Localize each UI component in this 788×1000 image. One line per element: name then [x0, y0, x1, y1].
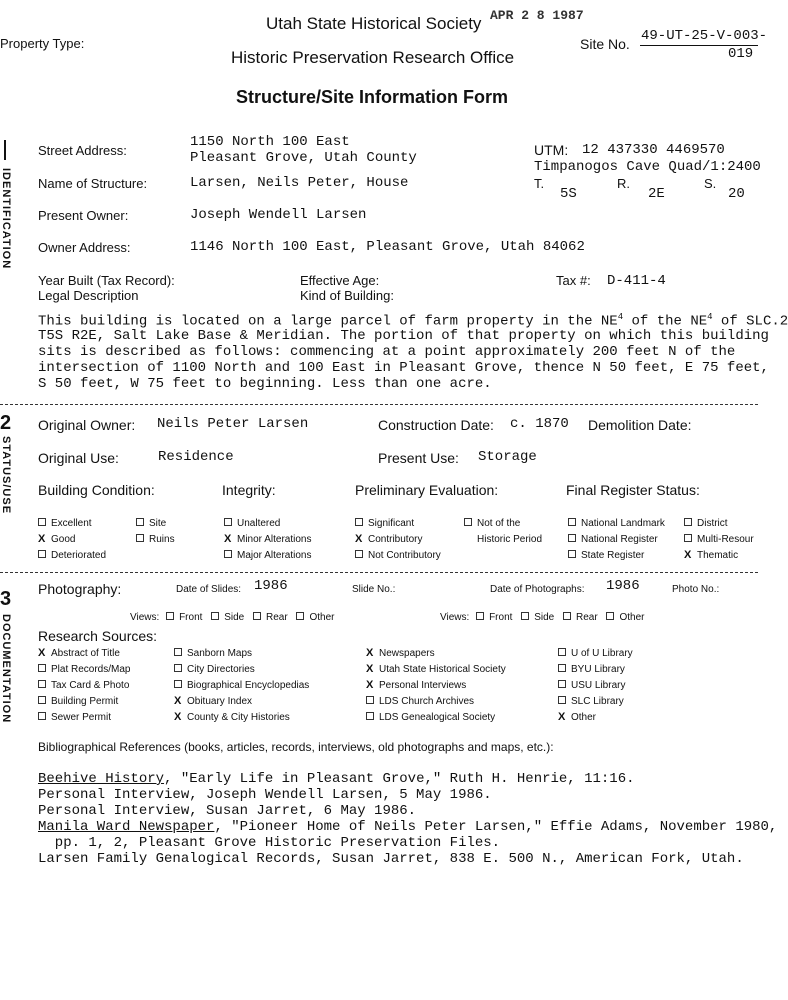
- final-national-register[interactable]: National Register: [568, 534, 658, 545]
- integrity-unaltered[interactable]: Unaltered: [224, 518, 280, 529]
- checkbox-icon: [355, 518, 363, 526]
- research-sources-label: Research Sources:: [38, 628, 158, 644]
- original-owner-label: Original Owner:: [38, 417, 136, 433]
- received-stamp: APR 2 8 1987: [490, 8, 584, 23]
- checkbox-icon[interactable]: [476, 612, 484, 620]
- source-personal-interviews[interactable]: X Personal Interviews: [366, 679, 467, 691]
- integrity-minor[interactable]: X Minor Alterations: [224, 533, 312, 545]
- site-no-suffix: 019: [728, 46, 754, 62]
- x-mark-icon: X: [684, 549, 692, 561]
- source-building-permit[interactable]: Building Permit: [38, 696, 118, 707]
- structure-name-label: Name of Structure:: [38, 176, 148, 191]
- checkbox-icon: [558, 664, 566, 672]
- checkbox-icon: [684, 534, 692, 542]
- checkbox-icon: [38, 550, 46, 558]
- checkbox-icon: [464, 518, 472, 526]
- tax-number-label: Tax #:: [556, 273, 591, 288]
- source-sanborn-maps[interactable]: Sanborn Maps: [174, 648, 252, 659]
- checkbox-icon: [224, 518, 232, 526]
- prelim-contributory[interactable]: X Contributory: [355, 533, 423, 545]
- preliminary-evaluation-label: Preliminary Evaluation:: [355, 482, 499, 498]
- final-district[interactable]: District: [684, 518, 728, 529]
- present-owner-value: Joseph Wendell Larsen: [190, 207, 367, 223]
- date-of-photos-value: 1986: [606, 578, 640, 594]
- section-number-2: 2: [0, 412, 12, 434]
- source-newspapers[interactable]: X Newspapers: [366, 647, 435, 659]
- society-title: Utah State Historical Society: [266, 14, 482, 33]
- quad-value: Timpanogos Cave Quad/1:2400: [534, 159, 761, 175]
- x-mark-icon: X: [558, 711, 566, 723]
- slide-no-label: Slide No.:: [352, 584, 396, 595]
- year-built-label: Year Built (Tax Record):: [38, 273, 175, 288]
- checkbox-icon: [136, 518, 144, 526]
- slide-views: Views: Front Side Rear Other: [130, 612, 335, 623]
- range-label: R.: [617, 176, 630, 191]
- section-label: S.: [704, 176, 717, 191]
- range-value: 2E: [648, 186, 665, 202]
- effective-age-label: Effective Age:: [300, 273, 380, 288]
- construction-date-value: c. 1870: [510, 416, 569, 432]
- street-address-line2: Pleasant Grove, Utah County: [190, 150, 417, 166]
- condition-site[interactable]: Site: [136, 518, 166, 529]
- source-county-histories[interactable]: X County & City Histories: [174, 711, 290, 723]
- date-of-slides-value: 1986: [254, 578, 288, 594]
- checkbox-icon: [174, 680, 182, 688]
- legal-line-4: intersection of 1100 North and 100 East in Pleasant Grove, thence N 50 feet, E 75 feet,: [38, 360, 769, 376]
- checkbox-icon: [558, 696, 566, 704]
- integrity-label: Integrity:: [222, 482, 276, 498]
- x-mark-icon: X: [366, 679, 374, 691]
- checkbox-icon: [38, 712, 46, 720]
- street-address-label: Street Address:: [38, 143, 127, 158]
- checkbox-icon: [568, 534, 576, 542]
- checkbox-icon[interactable]: [211, 612, 219, 620]
- legal-line-5: S 50 feet, W 75 feet to beginning. Less than one acre.: [38, 376, 492, 392]
- checkbox-icon: [38, 696, 46, 704]
- prelim-not-contributory[interactable]: Not Contributory: [355, 550, 441, 561]
- legal-line-1: This building is located on a large parcel of farm property in the $NE^4$ of the $NE^4$ of SLC.2: [38, 312, 788, 330]
- construction-date-label: Construction Date:: [378, 417, 494, 433]
- checkbox-icon: [38, 680, 46, 688]
- source-byu[interactable]: BYU Library: [558, 664, 625, 675]
- site-no-label: Site No.: [580, 36, 630, 52]
- source-city-directories[interactable]: City Directories: [174, 664, 255, 675]
- source-slc-library[interactable]: SLC Library: [558, 696, 624, 707]
- reference-2: Personal Interview, Joseph Wendell Larsen, 5 May 1986.: [38, 787, 492, 803]
- owner-address-value: 1146 North 100 East, Pleasant Grove, Utah 84062: [190, 239, 585, 255]
- checkbox-icon[interactable]: [606, 612, 614, 620]
- side-label-documentation: DOCUMENTATION: [0, 614, 12, 724]
- structure-name-value: Larsen, Neils Peter, House: [190, 175, 409, 191]
- utm-value: 12 437330 4469570: [582, 142, 725, 158]
- tax-number-value: D-411-4: [607, 273, 666, 289]
- checkbox-icon[interactable]: [296, 612, 304, 620]
- checkbox-icon: [38, 518, 46, 526]
- checkbox-icon: [136, 534, 144, 542]
- final-multi-resource[interactable]: Multi-Resour: [684, 534, 754, 545]
- present-use-value: Storage: [478, 449, 537, 465]
- owner-address-label: Owner Address:: [38, 240, 131, 255]
- checkbox-icon[interactable]: [166, 612, 174, 620]
- source-obituary-index[interactable]: X Obituary Index: [174, 695, 253, 707]
- date-of-slides-label: Date of Slides:: [176, 584, 242, 595]
- utm-label: UTM:: [534, 142, 569, 158]
- x-mark-icon: X: [366, 663, 374, 675]
- photo-views: Views: Front Side Rear Other: [440, 612, 645, 623]
- checkbox-icon: [224, 550, 232, 558]
- township-value: 5S: [560, 186, 577, 202]
- date-of-photos-label: Date of Photographs:: [490, 584, 585, 595]
- present-owner-label: Present Owner:: [38, 208, 129, 223]
- kind-of-building-label: Kind of Building:: [300, 288, 394, 303]
- prelim-not-historic[interactable]: Not of the: [464, 518, 520, 529]
- source-tax-card[interactable]: Tax Card & Photo: [38, 680, 129, 691]
- checkbox-icon[interactable]: [521, 612, 529, 620]
- site-no-value: 49-UT-25-V-003-: [641, 28, 768, 44]
- x-mark-icon: X: [224, 533, 232, 545]
- section-value: 20: [728, 186, 745, 202]
- reference-4: Manila Ward Newspaper, "Pioneer Home of Neils Peter Larsen," Effie Adams, November 1980,: [38, 819, 778, 835]
- section-number-3: 3: [0, 588, 12, 610]
- checkbox-icon[interactable]: [253, 612, 261, 620]
- checkbox-icon: [174, 648, 182, 656]
- checkbox-icon: [558, 648, 566, 656]
- side-label-status-use: STATUS/USE: [0, 436, 12, 515]
- reference-6: Larsen Family Genalogical Records, Susan Jarret, 838 E. 500 N., American Fork, Utah.: [38, 851, 744, 867]
- side-label-identification: IDENTIFICATION: [0, 168, 12, 270]
- source-biographical[interactable]: Biographical Encyclopedias: [174, 680, 309, 691]
- x-mark-icon: X: [355, 533, 363, 545]
- checkbox-icon: [355, 550, 363, 558]
- prelim-significant[interactable]: Significant: [355, 518, 414, 529]
- bibliography-label: Bibliographical References (books, articles, records, interviews, old photographs and maps, etc.):: [38, 740, 554, 754]
- integrity-major[interactable]: Major Alterations: [224, 550, 311, 561]
- x-mark-icon: X: [174, 711, 182, 723]
- office-title: Historic Preservation Research Office: [231, 48, 515, 67]
- checkbox-icon[interactable]: [563, 612, 571, 620]
- form-title: Structure/Site Information Form: [236, 87, 509, 107]
- checkbox-icon: [558, 680, 566, 688]
- photography-label: Photography:: [38, 581, 122, 597]
- legal-line-2: T5S R2E, Salt Lake Base & Meridian. The portion of that property on which this building: [38, 328, 769, 344]
- section-bar-1: [4, 140, 6, 160]
- final-national-landmark[interactable]: National Landmark: [568, 518, 665, 529]
- source-lds-archives[interactable]: LDS Church Archives: [366, 696, 474, 707]
- legal-description-label: Legal Description: [38, 288, 139, 303]
- property-type-label: Property Type:: [0, 36, 85, 51]
- checkbox-icon: [174, 664, 182, 672]
- photo-no-label: Photo No.:: [672, 584, 720, 595]
- original-use-value: Residence: [158, 449, 234, 465]
- township-label: T.: [534, 176, 545, 191]
- reference-1: Beehive History, "Early Life in Pleasant Grove," Ruth H. Henrie, 11:16.: [38, 771, 635, 787]
- original-owner-value: Neils Peter Larsen: [157, 416, 309, 432]
- source-u-of-u[interactable]: U of U Library: [558, 648, 633, 659]
- divider-2: [0, 572, 758, 574]
- final-thematic[interactable]: X Thematic: [684, 549, 739, 561]
- source-usu[interactable]: USU Library: [558, 680, 625, 691]
- x-mark-icon: X: [366, 647, 374, 659]
- x-mark-icon: X: [174, 695, 182, 707]
- present-use-label: Present Use:: [378, 450, 459, 466]
- condition-excellent[interactable]: Excellent: [38, 518, 92, 529]
- source-other[interactable]: X Other: [558, 711, 597, 723]
- source-plat-records[interactable]: Plat Records/Map: [38, 664, 130, 675]
- reference-5: pp. 1, 2, Pleasant Grove Historic Preservation Files.: [38, 835, 501, 851]
- final-state-register[interactable]: State Register: [568, 550, 644, 561]
- divider-1: [0, 404, 758, 406]
- checkbox-icon: [568, 550, 576, 558]
- condition-ruins[interactable]: Ruins: [136, 534, 175, 545]
- original-use-label: Original Use:: [38, 450, 119, 466]
- checkbox-icon: [366, 696, 374, 704]
- demolition-date-label: Demolition Date:: [588, 417, 692, 433]
- checkbox-icon: [366, 712, 374, 720]
- x-mark-icon: X: [38, 647, 46, 659]
- legal-line-3: sits is described as follows: commencing at a point approximately 200 feet N of the: [38, 344, 736, 360]
- source-sewer-permit[interactable]: Sewer Permit: [38, 712, 111, 723]
- condition-deteriorated[interactable]: Deteriorated: [38, 550, 106, 561]
- checkbox-icon: [38, 664, 46, 672]
- reference-3: Personal Interview, Susan Jarret, 6 May 1986.: [38, 803, 417, 819]
- checkbox-icon: [568, 518, 576, 526]
- source-lds-genealogical[interactable]: LDS Genealogical Society: [366, 712, 495, 723]
- building-condition-label: Building Condition:: [38, 482, 155, 498]
- final-register-label: Final Register Status:: [566, 482, 700, 498]
- checkbox-icon: [684, 518, 692, 526]
- source-ushs[interactable]: X Utah State Historical Society: [366, 663, 506, 675]
- x-mark-icon: X: [38, 533, 46, 545]
- condition-good[interactable]: X Good: [38, 533, 76, 545]
- street-address-line1: 1150 North 100 East: [190, 134, 350, 150]
- prelim-historic-period: Historic Period: [477, 534, 543, 545]
- source-abstract-of-title[interactable]: X Abstract of Title: [38, 647, 120, 659]
